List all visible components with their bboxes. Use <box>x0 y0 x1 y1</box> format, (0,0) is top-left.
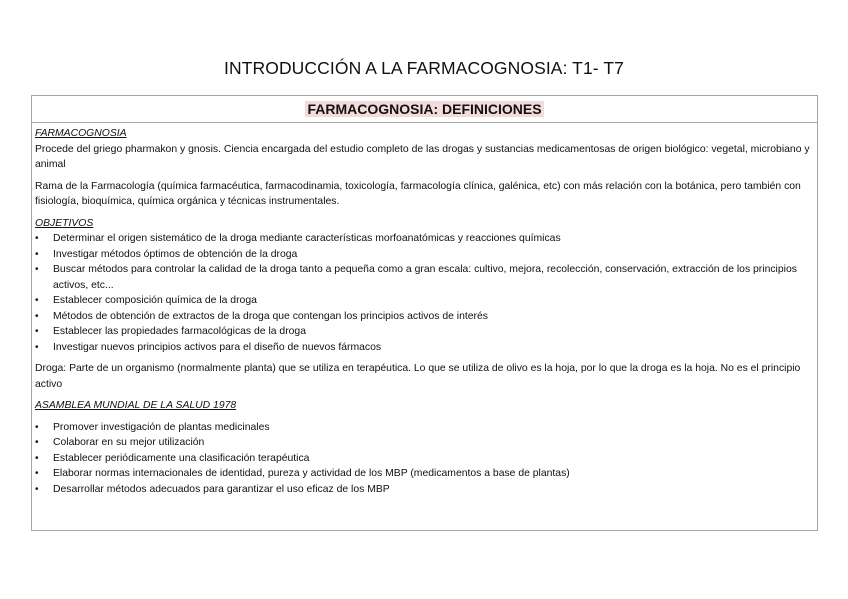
list-item: • Métodos de obtención de extractos de la droga que contengan los principios activos de interés <box>35 309 813 325</box>
bullet-icon: • <box>35 310 39 322</box>
list-item: • Elaborar normas internacionales de identidad, pureza y actividad de los MBP (medicamentos a base de plantas) <box>35 466 813 482</box>
list-item: • Establecer composición química de la droga <box>35 293 813 309</box>
list-item: • Promover investigación de plantas medicinales <box>35 420 813 436</box>
bullet-icon: • <box>35 264 39 275</box>
bullet-icon: • <box>35 437 39 448</box>
bullet-icon: • <box>35 452 39 464</box>
bullet-icon: • <box>35 326 39 337</box>
asamblea-list <box>35 420 813 498</box>
list-item: • Establecer periódicamente una clasificación terapéutica <box>35 451 813 467</box>
asamblea-heading: ASAMBLEA MUNDIAL DE LA SALUD 1978 <box>35 400 237 411</box>
list-item: • Investigar métodos óptimos de obtención de la droga <box>35 247 813 263</box>
box-header-text: FARMACOGNOSIA: DEFINICIONES <box>307 101 542 117</box>
list-item: • Determinar el origen sistemático de la droga mediante características morfoanatómicas y reacciones químicas <box>35 231 813 247</box>
list-item: • Establecer las propiedades farmacológicas de la droga <box>35 324 813 340</box>
bullet-icon: • <box>35 295 39 306</box>
list-item: • Desarrollar métodos adecuados para garantizar el uso eficaz de los MBP <box>35 482 813 498</box>
farmacognosia-paragraph-1: Procede del griego pharmakon y gnosis. Ciencia encargada del estudio completo de las drogas y sustancias medicamentosas de origen biológico: vegetal, microbiano y animal <box>35 143 810 170</box>
box-body <box>32 123 817 497</box>
document-title: INTRODUCCIÓN A LA FARMACOGNOSIA: T1- T7 <box>224 58 624 78</box>
bullet-icon: • <box>35 468 39 479</box>
objetivos-list <box>35 231 813 355</box>
droga-definition: Droga: Parte de un organismo (normalmente planta) que se utiliza en terapéutica. Lo que se utiliza de olivo es la hoja, por lo que la droga es la hoja. No es el principio activo <box>35 363 801 390</box>
bullet-icon: • <box>35 483 39 495</box>
bullet-icon: • <box>35 233 39 244</box>
list-item: • Investigar nuevos principios activos para el diseño de nuevos fármacos <box>35 340 813 356</box>
farmacognosia-paragraph-2: Rama de la Farmacología (química farmacéutica, farmacodinamia, toxicología, farmacología clínica, galénica, etc) con más relación con la botánica, pero también con fisiología, bioquímica, química orgánica y técnicas instrumentales. <box>35 180 801 207</box>
objetivos-heading: OBJETIVOS <box>35 217 94 229</box>
list-item: • Buscar métodos para controlar la calidad de la droga tanto a pequeña como a gran escala: cultivo, mejora, recolección, conservación, extracción de los principios activos, etc... <box>35 264 797 291</box>
box-header <box>32 96 817 123</box>
farmacognosia-heading: FARMACOGNOSIA <box>35 128 127 139</box>
bullet-icon: • <box>35 341 39 353</box>
definitions-box <box>31 95 818 531</box>
list-item: • Colaborar en su mejor utilización <box>35 435 813 451</box>
bullet-icon: • <box>35 248 39 260</box>
bullet-icon: • <box>35 421 39 433</box>
